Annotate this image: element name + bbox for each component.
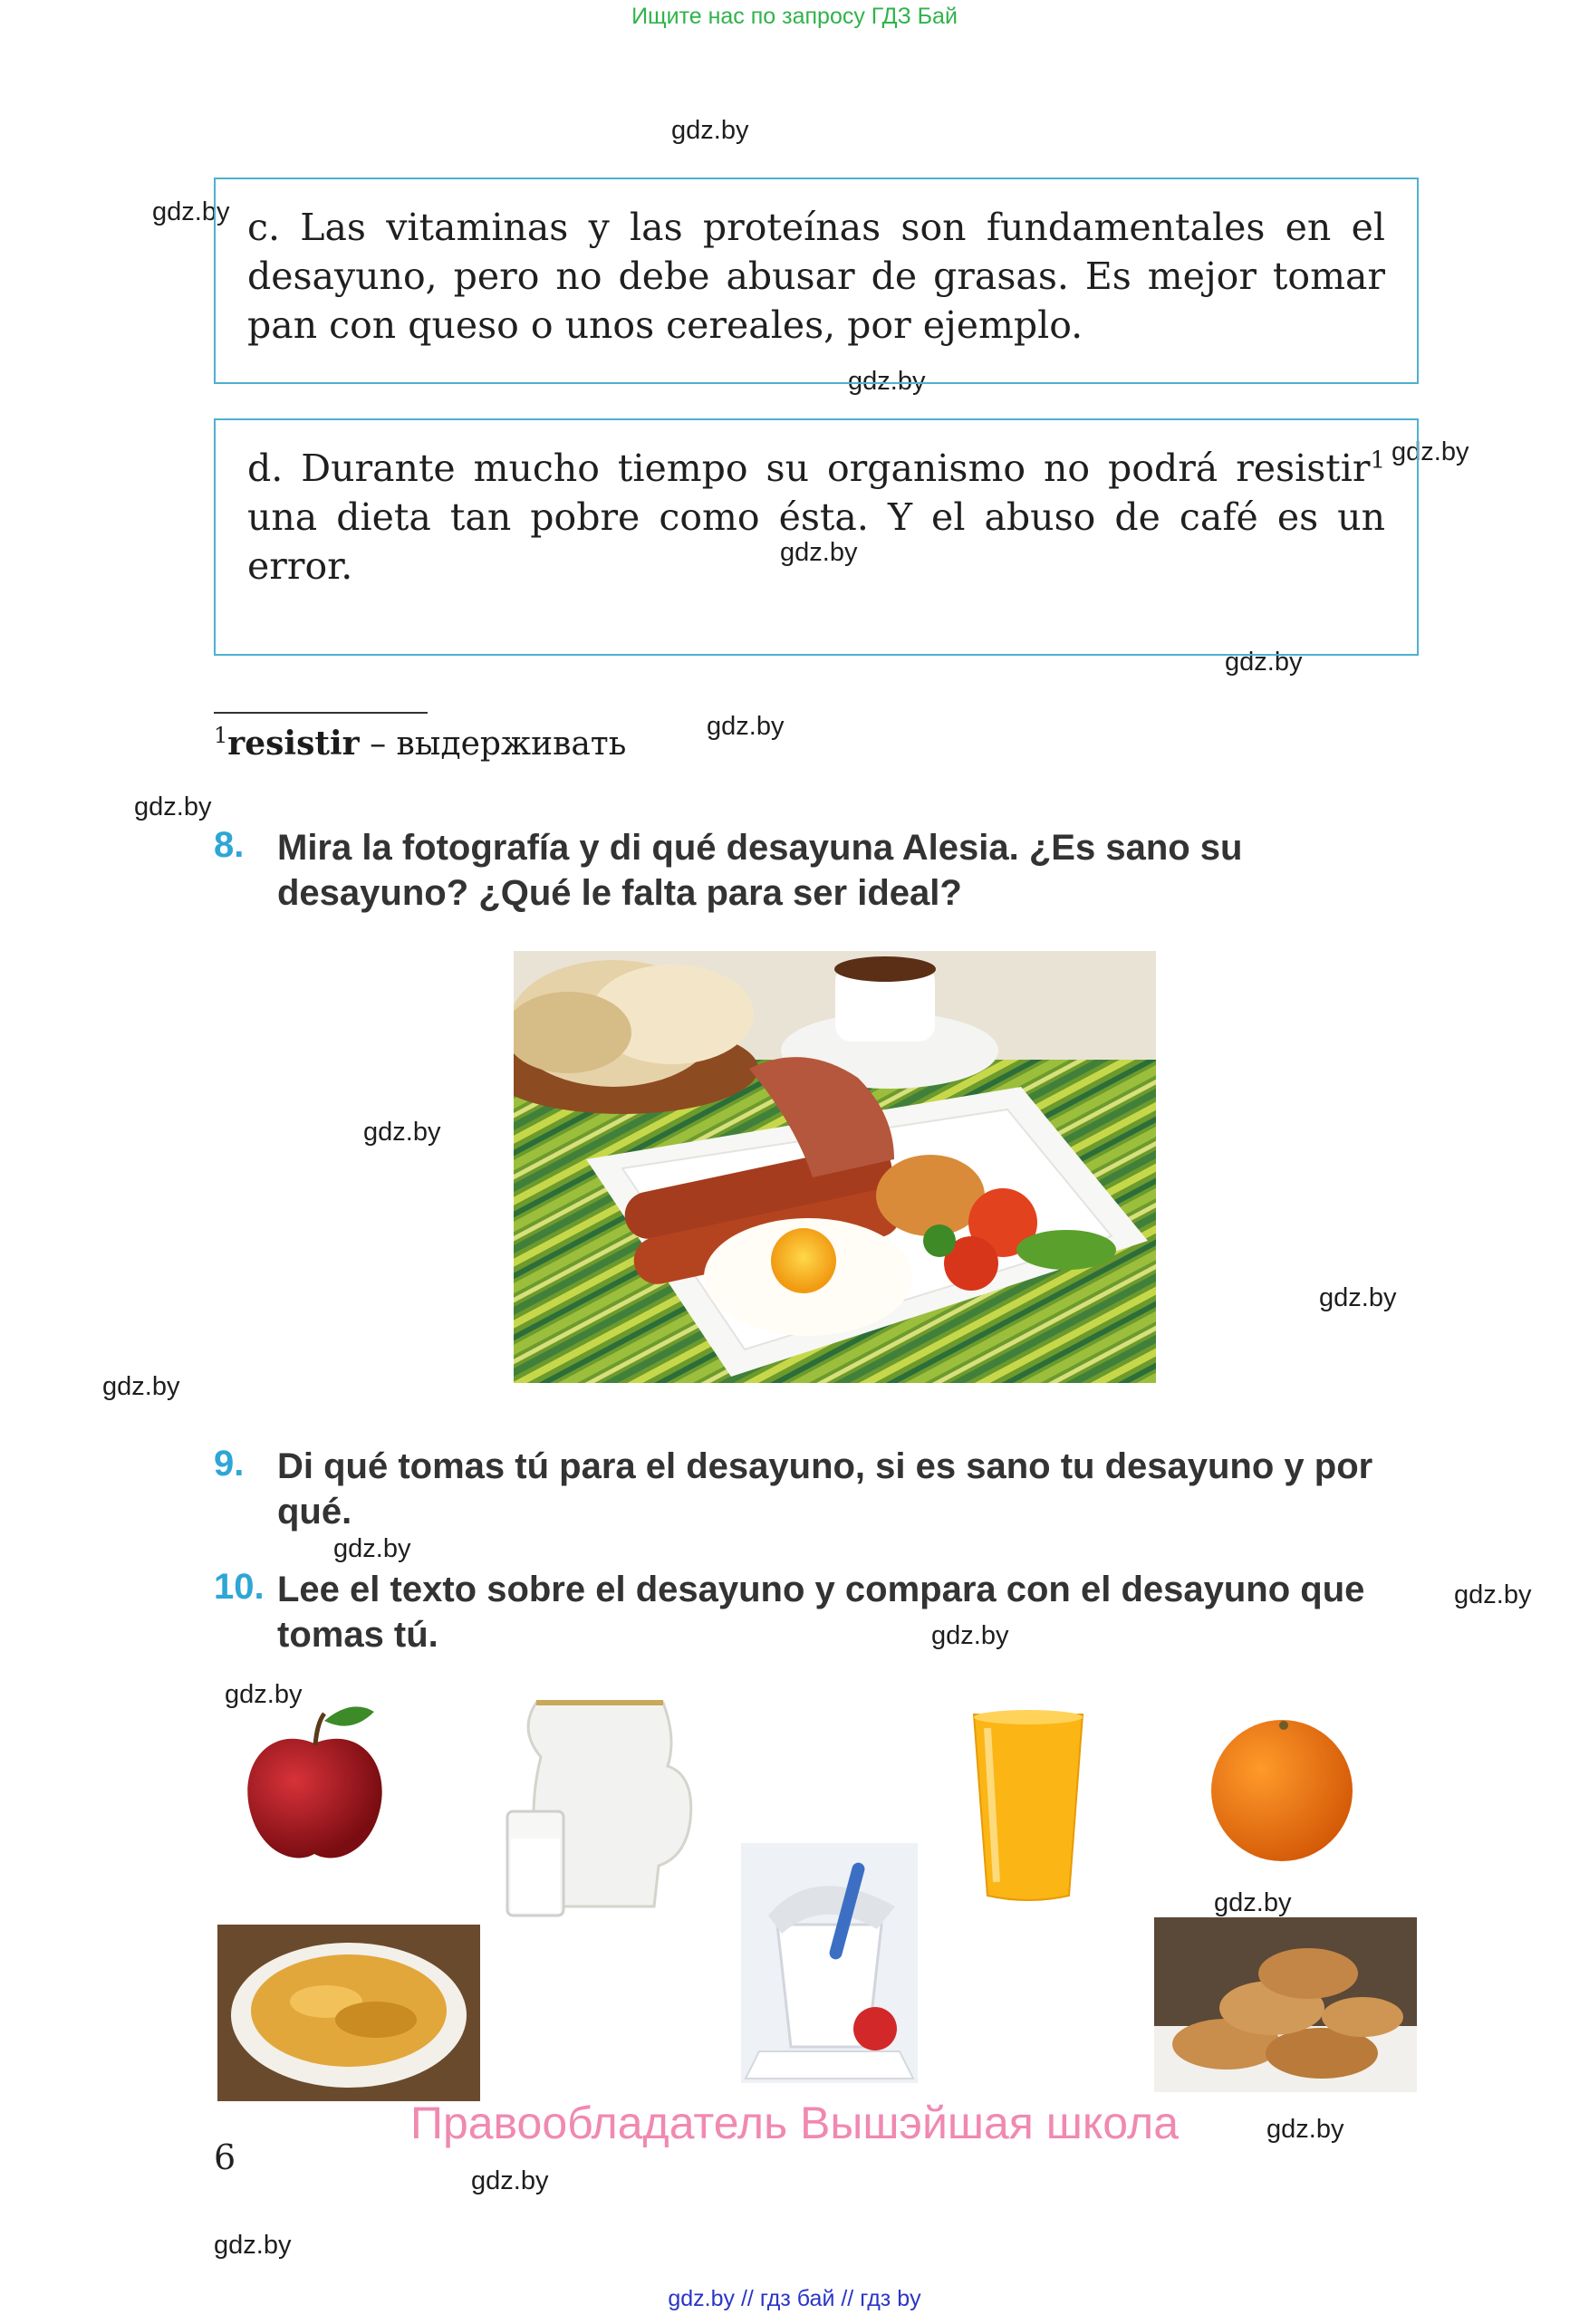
watermark: gdz.by bbox=[1225, 648, 1303, 677]
copyright-notice: Правообладатель Вышэйшая школа bbox=[410, 2098, 1179, 2148]
watermark: gdz.by bbox=[671, 116, 749, 145]
watermark: gdz.by bbox=[471, 2166, 549, 2195]
top-note: Ищите нас по запросу ГДЗ Бай bbox=[631, 4, 958, 29]
apple-icon bbox=[236, 1698, 394, 1870]
footer-links[interactable]: gdz.by // гдз бай // гдз by bbox=[668, 2286, 921, 2311]
task-number-9: 9. bbox=[214, 1444, 245, 1484]
watermark: gdz.by bbox=[152, 197, 230, 226]
yogurt-icon bbox=[741, 1843, 918, 2083]
watermark: gdz.by bbox=[931, 1621, 1009, 1650]
task-text-8: Mira la fotografía y di qué desayuna Alesia. ¿Es sano su desayuno? ¿Qué le falta para ser ideal? bbox=[277, 828, 1243, 913]
watermark: gdz.by bbox=[134, 792, 212, 821]
watermark: gdz.by bbox=[102, 1372, 180, 1401]
watermark: gdz.by bbox=[1266, 2115, 1344, 2144]
milk-jug-icon bbox=[482, 1685, 717, 1925]
footnote-divider bbox=[214, 712, 428, 714]
cereal-bowl-icon bbox=[217, 1925, 480, 2101]
page-number: 6 bbox=[214, 2137, 236, 2177]
watermark: gdz.by bbox=[1454, 1580, 1532, 1609]
orange-juice-icon bbox=[969, 1710, 1087, 1905]
cookies-icon bbox=[1154, 1917, 1417, 2092]
watermark: gdz.by bbox=[214, 2231, 292, 2260]
watermark: gdz.by bbox=[848, 367, 926, 396]
breakfast-photo bbox=[514, 951, 1156, 1383]
task-text-10: Lee el texto sobre el desayuno y compara con el desayuno que tomas tú. bbox=[277, 1570, 1365, 1655]
task-number-8: 8. bbox=[214, 825, 245, 865]
watermark: gdz.by bbox=[333, 1534, 411, 1563]
task-text-9: Di qué tomas tú para el desayuno, si es sano tu desayuno y por qué. bbox=[277, 1446, 1373, 1532]
watermark: gdz.by bbox=[707, 712, 785, 741]
orange-icon bbox=[1208, 1714, 1357, 1864]
task-number-10: 10. bbox=[214, 1567, 265, 1607]
watermark: gdz.by bbox=[1319, 1283, 1397, 1312]
watermark: gdz.by bbox=[780, 538, 858, 567]
paragraph-c: c. Las vitaminas y las proteínas son fundamentales en el desayuno, pero no debe abusar de grasas. Es mejor tomar pan con queso o unos cereales, por ejemplo. bbox=[247, 206, 1385, 347]
watermark: gdz.by bbox=[225, 1680, 303, 1709]
watermark: gdz.by bbox=[1392, 437, 1469, 466]
watermark: gdz.by bbox=[1214, 1888, 1292, 1917]
footnote: $^1$resistir – выдерживать bbox=[214, 723, 627, 763]
watermark: gdz.by bbox=[363, 1118, 441, 1147]
paragraph-d: d. Durante mucho tiempo su organismo no podrá resistir$^1$ una dieta tan pobre como ésta. Y el abuso de café es un error. bbox=[247, 447, 1385, 588]
